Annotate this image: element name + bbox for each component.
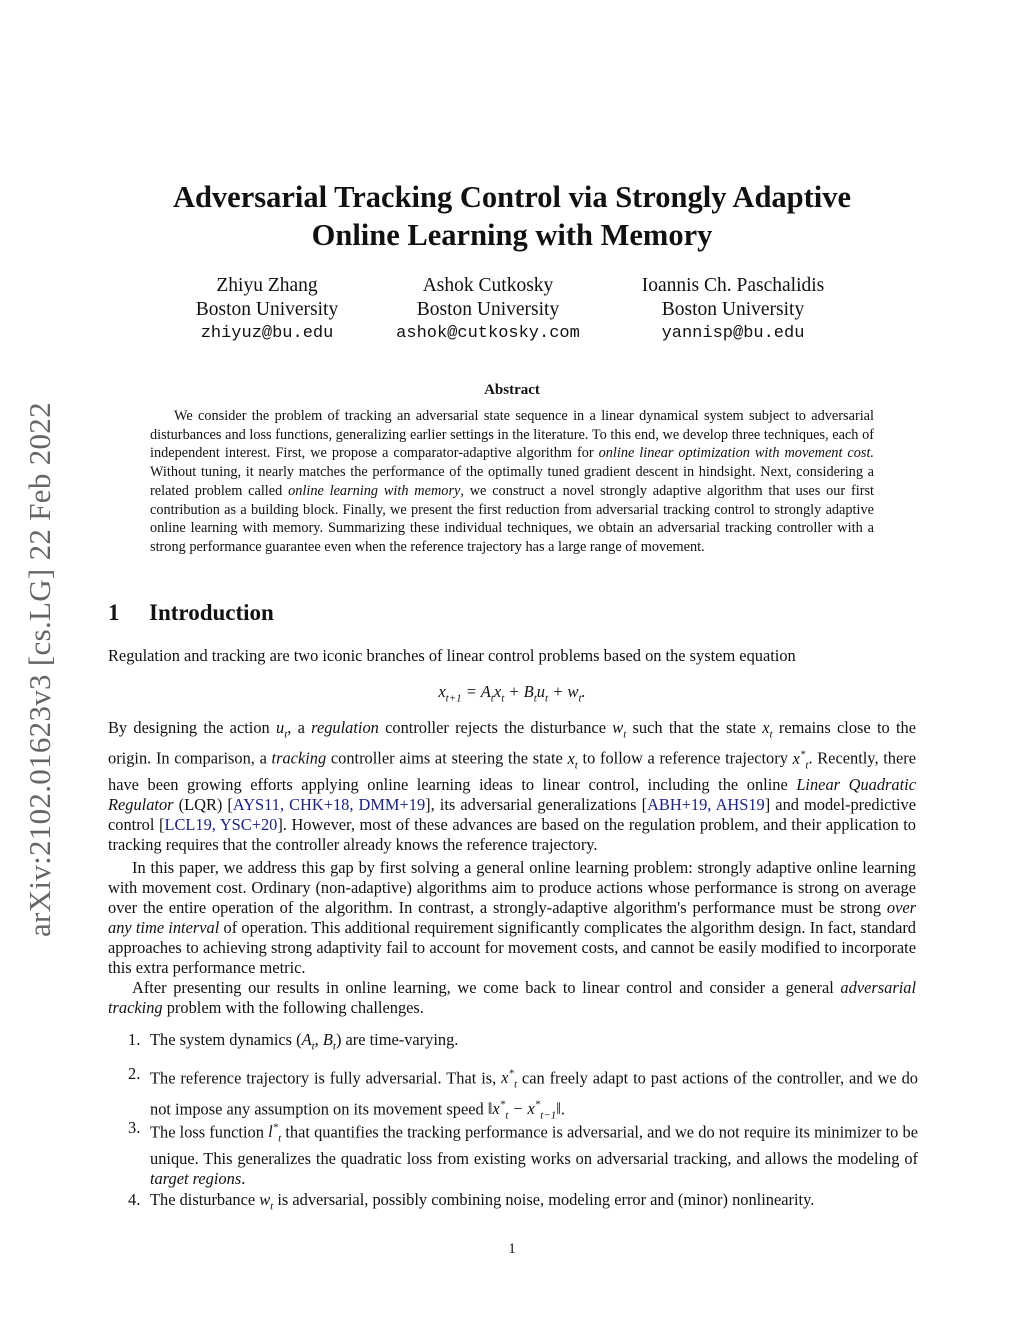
author-email[interactable]: ashok@cutkosky.com <box>396 324 580 343</box>
intro-paragraph-4: After presenting our results in online learning, we come back to linear control and consider a general adversarial tracking problem with the following challenges. <box>108 978 916 1017</box>
abstract-body <box>150 407 874 557</box>
citation-link[interactable]: ABH+19, AHS19 <box>647 795 765 815</box>
author-name: Ashok Cutkosky <box>422 275 554 296</box>
author-name: Ioannis Ch. Paschalidis <box>641 275 825 296</box>
author-affiliation: Boston University <box>661 299 805 320</box>
title-line-1: Adversarial Tracking Control via Strongly Adaptive <box>172 180 852 214</box>
list-item: 2. The reference trajectory is fully adversarial. That is, $x^*_t$ can freely adapt to past actions of the controller, and we do not impose any assumption on its movement speed $‖x^*_t$ − $x^*_{t-1}‖$. <box>128 1064 918 1122</box>
section-title: Introduction <box>149 600 274 625</box>
abstract-emphasis: online learning with memory <box>288 482 461 499</box>
abstract-text: We consider the problem of tracking an adversarial state sequence in a linear dynamical system subject to adversarial disturbances and loss functions, generalizing earlier settings in the literature. To this end, we develop three techniques, each of independent interest. First, we propose a comparator-adaptive algorithm for <box>150 408 874 462</box>
author-email[interactable]: yannisp@bu.edu <box>661 324 805 343</box>
abstract-emphasis: online linear optimization with movement cost. <box>598 445 875 462</box>
section-number: 1 <box>108 600 120 625</box>
list-item: 1. The system dynamics ($A_t$, $B_t$) are time-varying. <box>128 1030 459 1053</box>
author-3 <box>603 274 863 346</box>
author-affiliation: Boston University <box>416 299 560 320</box>
abstract-heading: Abstract <box>484 382 540 398</box>
title-line-2: Online Learning with Memory <box>311 218 713 252</box>
list-item: 4. The disturbance $w_t$ is adversarial, possibly combining noise, modeling error and (minor) nonlinearity. <box>128 1190 815 1213</box>
abstract-text: , we construct a novel strongly adaptive algorithm that uses our first contribution as a building block. Finally, we present the first reduction from adversarial tracking control to strongly adaptive online learning with memory. Summarizing these individual techniques, we obtain an adversarial tracking controller with a strong performance guarantee even when the reference trajectory has a large range of movement. <box>150 482 874 555</box>
intro-paragraph-2: By designing the action $u_t$, a regulation controller rejects the disturbance $w_t$ such that the state $x_t$ remains close to the origin. In comparison, a tracking controller aims at steering the state $x_t$ to follow a reference trajectory $x^*_t$. Recently, there have been growing efforts applying online learning ideas to linear control, including the online Linear Quadratic Regulator (LQR) [AYS11, CHK+18, DMM+19], its adversarial generalizations [ABH+19, AHS19] and model-predictive control [LCL19, YSC+20]. However, most of these advances are based on the regulation problem, and their application to tracking requires that the controller already knows the reference trajectory. <box>108 718 917 855</box>
system-equation: $x_{t+1} = A_tx_t + B_tu_t + w_t$. <box>438 682 586 705</box>
paper-title <box>0 178 1024 254</box>
author-2 <box>358 274 618 346</box>
author-name: Zhiyu Zhang <box>216 275 318 296</box>
citation-link[interactable]: LCL19, YSC+20 <box>164 815 278 835</box>
author-affiliation: Boston University <box>195 299 339 320</box>
page-number: 1 <box>508 1241 516 1257</box>
section-heading <box>108 600 274 626</box>
citation-link[interactable]: AYS11, CHK+18, DMM+19 <box>232 795 426 815</box>
list-item: 3. The loss function $l^*_t$ that quantifies the tracking performance is adversarial, and we do not require its minimizer to be unique. This generalizes the quadratic loss from existing works on adversarial tracking, and allows the modeling of target regions. <box>128 1118 919 1188</box>
abstract-text: Without tuning, it nearly matches the performance of the optimally tuned gradient descent in hindsight. Next, considering a related problem called <box>150 464 874 499</box>
author-email[interactable]: zhiyuz@bu.edu <box>200 324 334 343</box>
arxiv-identifier: arXiv:2102.01623v3 [cs.LG] 22 Feb 2022 <box>22 402 57 937</box>
intro-paragraph-1: Regulation and tracking are two iconic branches of linear control problems based on the system equation <box>108 646 796 665</box>
intro-paragraph-3: In this paper, we address this gap by first solving a general online learning problem: strongly adaptive online learning with movement cost. Ordinary (non-adaptive) algorithms aim to produce actions whose performance is strong on average over the entire operation of the algorithm. In contrast, a strongly-adaptive algorithm's performance must be strong over any time interval of operation. This additional requirement significantly complicates the algorithm design. In fact, standard approaches to achieving strong adaptivity fail to account for movement costs, and cannot be easily modified to incorporate this extra performance metric. <box>108 858 916 977</box>
